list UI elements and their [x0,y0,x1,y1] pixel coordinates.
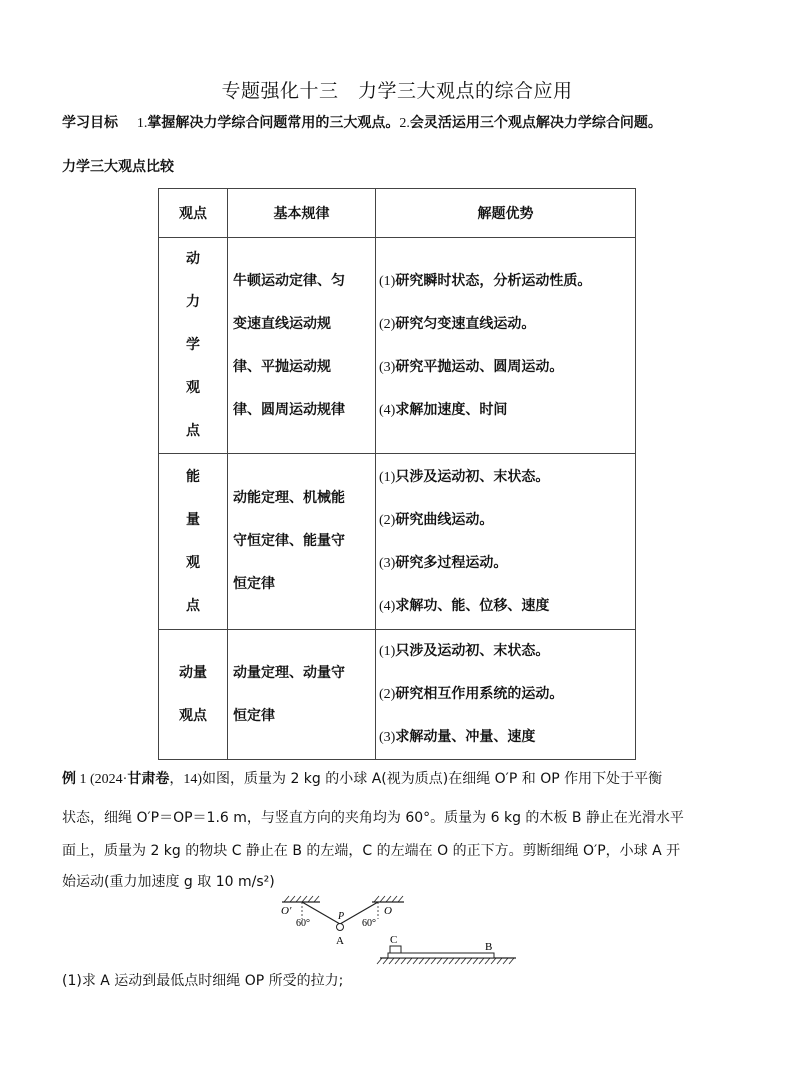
goal-1-number: 1. [136,116,148,131]
header-view: 观点 [159,189,228,238]
label-angle-right: 60° [362,918,376,929]
goal-2-number: 2. [399,116,410,131]
example-line-4: 始运动(重力加速度 g 取 10 m/s²) [62,874,275,890]
laws-dynamics: 牛顿运动定律、匀 变速直线运动规 律、平抛运动规 律、圆周运动规律 [228,238,376,454]
comparison-table [158,188,636,760]
laws-momentum: 动量定理、动量守 恒定律 [228,630,376,760]
example-line-2: 状态，细绳 O′P＝OP＝1.6 m，与竖直方向的夹角均为 60°。质量为 6 kg 的木板 B 静止在光滑水平 [62,810,684,826]
goal-2-text: 会灵活运用三个观点解决力学综合问题。 [409,115,662,131]
example-figure [276,895,526,973]
label-o-prime: O′ [281,905,292,917]
view-dynamics: 动 力 学 观 点 [159,238,228,454]
view-momentum: 动量 观点 [159,630,228,760]
label-angle-left: 60° [296,918,310,929]
question-1: (1)求 A 运动到最低点时细绳 OP 所受的拉力; [62,973,344,989]
example-paragraph [62,760,742,899]
label-p: P [338,911,345,922]
example-label: 例 [62,771,76,787]
header-laws: 基本规律 [228,189,376,238]
advantages-dynamics: (1)研究瞬时状态，分析运动性质。 (2)研究匀变速直线运动。 (3)研究平抛运动、圆周运动。 (4)求解加速度、时间 [376,238,636,454]
label-b: B [485,941,493,953]
example-line-1: 例 1 (2024·甘肃卷，14)如图，质量为 2 kg 的小球 A(视为质点)在细绳 O′P 和 OP 作用下处于平衡 [62,771,663,787]
goal-1-text: 掌握解决力学综合问题常用的三大观点。 [147,115,400,131]
label-a: A [336,935,344,947]
view-energy: 能 量 观 点 [159,454,228,630]
learning-goals-label: 学习目标 [62,115,118,131]
label-c: C [390,934,398,946]
learning-goals [62,112,662,132]
table-row-energy [159,454,636,630]
page-title: 专题强化十三 力学三大观点的综合应用 [221,80,573,102]
advantages-momentum: (1)只涉及运动初、末状态。 (2)研究相互作用系统的运动。 (3)求解动量、冲量、速度 [376,630,636,760]
table-row-momentum [159,630,636,760]
example-source: 甘肃卷 [127,771,170,787]
label-o: O [384,905,392,917]
example-line-3: 面上，质量为 2 kg 的物块 C 静止在 B 的左端，C 的左端在 O 的正下方。剪断细绳 O′P，小球 A 开 [62,843,681,859]
header-advantages: 解题优势 [376,189,636,238]
table-row-dynamics [159,238,636,454]
laws-energy: 动能定理、机械能 守恒定律、能量守 恒定律 [228,454,376,630]
table-header-row [159,189,636,238]
advantages-energy: (1)只涉及运动初、末状态。 (2)研究曲线运动。 (3)研究多过程运动。 (4)求解功、能、位移、速度 [376,454,636,630]
section-title: 力学三大观点比较 [62,159,174,175]
